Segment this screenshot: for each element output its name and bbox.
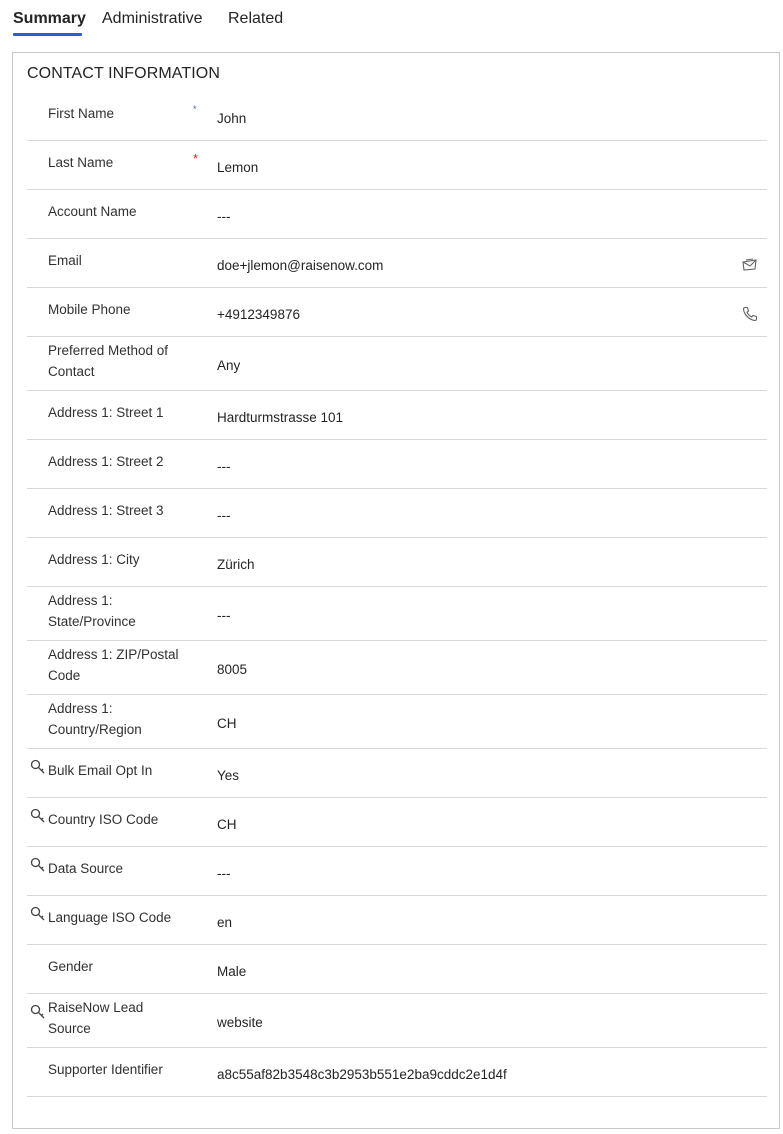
field-value-bulk-email-opt-in[interactable]: Yes	[217, 768, 240, 783]
lock-icon	[29, 758, 47, 776]
tab-bar	[0, 0, 783, 42]
field-value-mobile-phone[interactable]: +4912349876	[217, 307, 300, 322]
lock-icon	[29, 905, 47, 923]
field-row-country-iso-code	[27, 798, 767, 847]
field-value-address-1-street-2[interactable]: ---	[217, 459, 231, 474]
contact-information-section	[12, 52, 780, 1129]
field-value-address-1-street-1[interactable]: Hardturmstrasse 101	[217, 410, 344, 425]
field-label: Address 1: Street 2	[48, 454, 164, 469]
required-indicator: *	[193, 151, 199, 166]
field-row-bulk-email-opt-in	[27, 749, 767, 798]
field-value-preferred-method-of-contact[interactable]: Any	[217, 358, 241, 373]
field-label: Address 1: State/Province	[48, 593, 136, 629]
active-tab-indicator	[13, 33, 82, 36]
tab-summary[interactable]: Summary	[13, 10, 86, 27]
field-row-address-1-city	[27, 538, 767, 587]
field-row-address-1-street-2	[27, 440, 767, 489]
lock-icon	[29, 807, 47, 825]
field-label: Supporter Identifier	[48, 1062, 163, 1077]
field-row-language-iso-code	[27, 896, 767, 945]
phone-icon[interactable]	[741, 305, 759, 323]
field-value-address-1-country-region[interactable]: CH	[217, 716, 237, 731]
field-value-data-source[interactable]: ---	[217, 866, 231, 881]
field-row-gender	[27, 945, 767, 994]
lock-icon	[29, 856, 47, 874]
field-row-raisenow-lead-source	[27, 994, 767, 1048]
tab-administrative[interactable]: Administrative	[102, 10, 203, 27]
field-label: Address 1: ZIP/Postal Code	[48, 647, 179, 683]
field-label: RaiseNow Lead Source	[48, 1000, 144, 1036]
field-label: Address 1: Street 1	[48, 405, 164, 420]
field-label: Mobile Phone	[48, 302, 131, 317]
field-value-supporter-identifier[interactable]: a8c55af82b3548c3b2953b551e2ba9cddc2e1d4f	[217, 1067, 507, 1082]
field-label: Address 1: City	[48, 552, 140, 567]
field-label: Address 1: Country/Region	[48, 701, 142, 737]
field-row-preferred-method-of-contact	[27, 337, 767, 391]
field-row-mobile-phone	[27, 288, 767, 337]
field-label: First Name	[48, 106, 115, 121]
field-label: Country ISO Code	[48, 812, 159, 827]
section-title: CONTACT INFORMATION	[27, 65, 221, 82]
tab-related[interactable]: Related	[228, 10, 284, 27]
field-row-supporter-identifier	[27, 1048, 767, 1097]
field-row-account-name	[27, 190, 767, 239]
field-list	[27, 92, 767, 1097]
field-value-country-iso-code[interactable]: CH	[217, 817, 237, 832]
field-value-address-1-city[interactable]: Zürich	[217, 557, 255, 572]
lock-icon	[29, 1003, 47, 1021]
field-value-last-name[interactable]: Lemon	[217, 160, 259, 175]
field-label: Email	[48, 253, 82, 268]
field-row-address-1-street-1	[27, 391, 767, 440]
field-row-address-1-state-province	[27, 587, 767, 641]
field-value-language-iso-code[interactable]: en	[217, 915, 233, 930]
field-label: Language ISO Code	[48, 910, 172, 925]
field-label: Bulk Email Opt In	[48, 763, 153, 778]
field-label: Preferred Method of Contact	[48, 343, 169, 379]
field-row-first-name	[27, 92, 767, 141]
field-label: Account Name	[48, 204, 137, 219]
recommended-indicator: *	[193, 104, 197, 114]
field-row-address-1-street-3	[27, 489, 767, 538]
field-row-email	[27, 239, 767, 288]
field-value-address-1-street-3[interactable]: ---	[217, 508, 231, 523]
field-value-email[interactable]: doe+jlemon@raisenow.com	[217, 258, 384, 273]
field-row-last-name	[27, 141, 767, 190]
field-label: Data Source	[48, 861, 124, 876]
field-value-address-1-state-province[interactable]: ---	[217, 608, 231, 623]
field-value-first-name[interactable]: John	[217, 111, 247, 126]
field-label: Gender	[48, 959, 94, 974]
field-label: Last Name	[48, 155, 114, 170]
field-row-address-1-zip-postal-code	[27, 641, 767, 695]
field-value-raisenow-lead-source[interactable]: website	[217, 1015, 263, 1030]
field-value-gender[interactable]: Male	[217, 964, 247, 979]
field-value-address-1-zip-postal-code[interactable]: 8005	[217, 662, 248, 677]
send-email-icon[interactable]	[741, 256, 759, 274]
field-value-account-name[interactable]: ---	[217, 209, 231, 224]
field-label: Address 1: Street 3	[48, 503, 164, 518]
field-row-data-source	[27, 847, 767, 896]
field-row-address-1-country-region	[27, 695, 767, 749]
